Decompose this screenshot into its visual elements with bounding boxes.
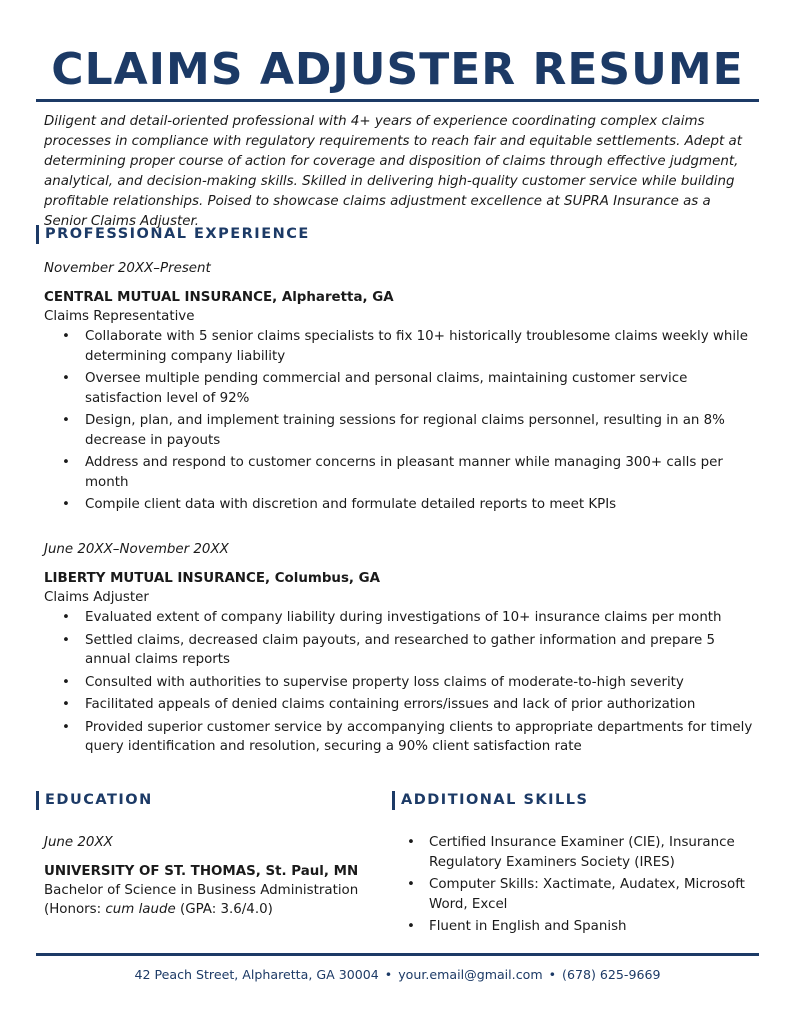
skills-list bbox=[398, 833, 748, 940]
list-item: • Address and respond to customer concerns in pleasant manner while managing 300+ calls per month bbox=[44, 453, 756, 492]
experience-heading: PROFESSIONAL EXPERIENCE bbox=[36, 225, 310, 244]
education-school: UNIVERSITY OF ST. THOMAS, St. Paul, MN bbox=[44, 864, 359, 879]
job-2-dates: June 20XX–November 20XX bbox=[44, 542, 229, 557]
footer-email[interactable]: your.email@gmail.com bbox=[398, 967, 543, 982]
footer-address: 42 Peach Street, Alpharetta, GA 30004 bbox=[134, 967, 379, 982]
education-heading: EDUCATION bbox=[36, 791, 153, 810]
list-item: • Compile client data with discretion and formulate detailed reports to meet KPIs bbox=[44, 495, 756, 515]
list-item: • Consulted with authorities to supervise property loss claims of moderate-to-high severity bbox=[44, 673, 756, 693]
top-divider bbox=[36, 99, 759, 102]
education-honors bbox=[44, 900, 273, 920]
job-2-employer: LIBERTY MUTUAL INSURANCE, Columbus, GA bbox=[44, 571, 381, 586]
list-item: • Settled claims, decreased claim payouts, and researched to gather information and prepare 5 annual claims reports bbox=[44, 631, 756, 670]
job-1-role: Claims Representative bbox=[44, 309, 195, 324]
job-1-employer: CENTRAL MUTUAL INSURANCE, Alpharetta, GA bbox=[44, 290, 394, 305]
list-item: • Oversee multiple pending commercial and personal claims, maintaining customer service satisfaction level of 92% bbox=[44, 369, 756, 408]
resume-title: CLAIMS ADJUSTER RESUME bbox=[51, 44, 744, 95]
list-item: • Design, plan, and implement training sessions for regional claims personnel, resulting in an 8% decrease in payouts bbox=[44, 411, 756, 450]
footer-separator: • bbox=[548, 967, 557, 982]
job-1-dates: November 20XX–Present bbox=[44, 261, 211, 276]
bottom-divider bbox=[36, 953, 759, 956]
honors-suffix: (GPA: 3.6/4.0) bbox=[175, 902, 273, 917]
honors-latin: cum laude bbox=[105, 902, 176, 917]
job-2-role: Claims Adjuster bbox=[44, 590, 149, 605]
summary-paragraph: Diligent and detail-oriented professional with 4+ years of experience coordinating complex claims processes in compliance with regulatory requirements to reach fair and equitable settlements. Adept at determining proper course of action for coverage and disposition of claims through effective judgment, analytical, and decision-making skills. Skilled in delivering high-quality customer service while building profitable relationships. Poised to showcase claims adjustment excellence at SUPRA Insurance as a Senior Claims Adjuster. bbox=[44, 114, 742, 229]
list-item: • Provided superior customer service by accompanying clients to appropriate departments for timely query identification and resolution, securing a 90% client satisfaction rate bbox=[44, 718, 756, 757]
footer-separator: • bbox=[384, 967, 393, 982]
education-dates: June 20XX bbox=[44, 835, 113, 850]
contact-footer bbox=[36, 966, 759, 984]
skills-heading: ADDITIONAL SKILLS bbox=[392, 791, 588, 810]
list-item: • Facilitated appeals of denied claims containing errors/issues and lack of prior authorization bbox=[44, 695, 756, 715]
honors-prefix: (Honors: bbox=[44, 902, 106, 917]
footer-phone[interactable]: (678) 625-9669 bbox=[562, 967, 661, 982]
list-item: • Computer Skills: Xactimate, Audatex, Microsoft Word, Excel bbox=[398, 875, 748, 914]
education-degree: Bachelor of Science in Business Administration bbox=[44, 883, 359, 898]
list-item: • Evaluated extent of company liability during investigations of 10+ insurance claims per month bbox=[44, 608, 756, 628]
list-item: • Collaborate with 5 senior claims specialists to fix 10+ historically troublesome claims weekly while determining company liability bbox=[44, 327, 756, 366]
job-1-bullets bbox=[44, 327, 756, 518]
job-2-bullets bbox=[44, 608, 756, 760]
list-item: • Fluent in English and Spanish bbox=[398, 917, 748, 937]
list-item: • Certified Insurance Examiner (CIE), Insurance Regulatory Examiners Society (IRES) bbox=[398, 833, 748, 872]
